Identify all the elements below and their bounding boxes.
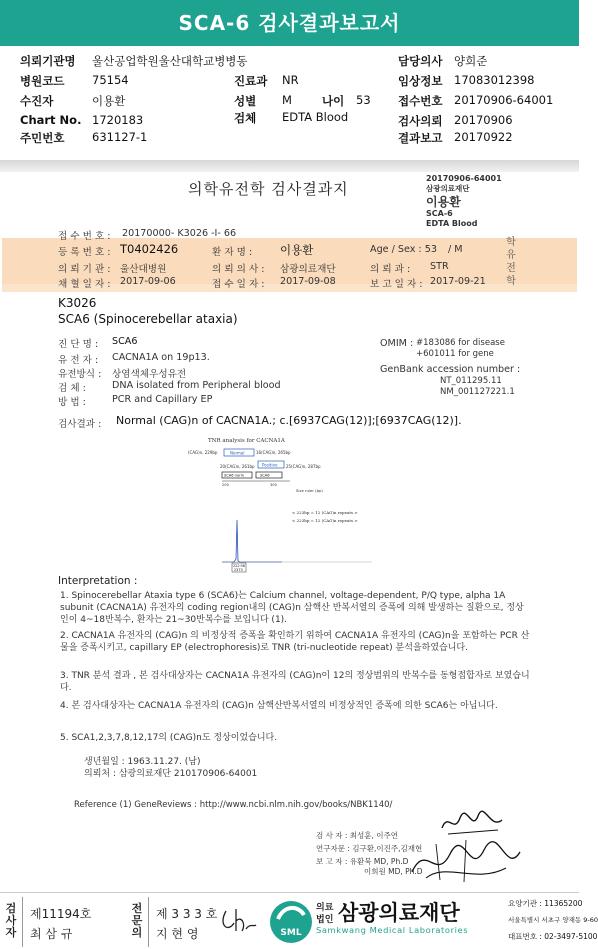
genbank-label: GenBank accession number : bbox=[380, 364, 521, 375]
reference: Reference (1) GeneReviews : http://www.ncbi.nlm.nih.gov/books/NBK1140/ bbox=[74, 800, 393, 810]
patient-info-panel bbox=[0, 46, 579, 160]
graph-positive-box-label: Positive bbox=[262, 462, 278, 468]
sheet-title: 의학유전학 검사결과지 bbox=[188, 180, 349, 198]
specialist-signature bbox=[218, 903, 258, 937]
patient-name-label: 환 자 명 : bbox=[212, 247, 253, 258]
interpretation-title: Interpretation : bbox=[58, 575, 138, 587]
interpretation-item-4: 4. 본 검사대상자는 CACNA1A 유전자의 (CAG)n 삼핵산반복서열의 비정상적인 증폭에 의한 SCA6는 아닙니다. bbox=[60, 701, 498, 711]
examiner-vertical-label: 검사자 bbox=[5, 902, 17, 939]
age-label: 나이 bbox=[322, 94, 345, 108]
omim-disease: #183086 for disease bbox=[416, 338, 505, 348]
method-label: 방 법 : bbox=[58, 397, 86, 408]
chart-no-label: Chart No. bbox=[20, 113, 82, 127]
graph-normal-right: 16(CAG)n, 265bp bbox=[256, 450, 291, 455]
result-label: 검사결과 : bbox=[58, 419, 102, 430]
graph-tick-2: 300 bbox=[270, 483, 277, 487]
receive-date-value: 2017-09-08 bbox=[280, 276, 336, 287]
graph-peak-note-2: < 223bp = 12 (CAG)n repeats > bbox=[292, 518, 358, 523]
interpretation-item-1: 1. Spinocerebellar Ataxia type 6 (SCA6)는 Calcium channel, voltage-dependent, P/Q type, alpha 1A subunit (CACNA1A) 유전자의 coding region내의 (CAG)n 삼핵산 반복서열의 증폭에 의해 발생하는 질환으로, 정상인이 4~18반복수, 환자는 21~30반복수를 보입니다 (1). bbox=[60, 591, 524, 625]
sml-logo-badge: SML bbox=[280, 928, 302, 938]
gene-value: CACNA1A on 19p13. bbox=[112, 352, 210, 363]
scanned-result-sheet bbox=[2, 172, 577, 892]
section-divider bbox=[0, 160, 579, 172]
examiner-license: 제11194호 bbox=[30, 907, 92, 921]
reg-value: T0402426 bbox=[120, 242, 179, 256]
department-label: 진료과 bbox=[234, 74, 268, 88]
graph-peak-note-1: < 223bp = 12 (CAG)n repeats > bbox=[292, 510, 358, 515]
specimen-label: 검 체 : bbox=[58, 383, 86, 394]
specimen-value: DNA isolated from Peripheral blood bbox=[112, 380, 281, 391]
tnr-analysis-figure bbox=[182, 434, 382, 574]
specialist-vertical-label: 전문의 bbox=[131, 902, 143, 939]
diagnosis-label: 진 단 명 : bbox=[58, 339, 99, 350]
signature-mark-2 bbox=[406, 832, 526, 888]
result-value: Normal (CAG)n of CACNA1A.; c.[6937CAG(12)];[6937CAG(12)]. bbox=[116, 414, 462, 427]
clinical-info-value: 17083012398 bbox=[454, 73, 535, 87]
examiner-name: 최 삼 규 bbox=[30, 927, 73, 941]
doctor-label: 담당의사 bbox=[398, 54, 443, 68]
signer-reporter: 보 고 자 : 유환묵 MD, Ph.D bbox=[316, 857, 409, 866]
patient-value: 이용환 bbox=[92, 94, 126, 108]
receipt-value: 20170000- K3026 -I- 66 bbox=[122, 228, 237, 239]
test-name: SCA6 (Spinocerebellar ataxia) bbox=[58, 312, 238, 326]
method-value: PCR and Capillary EP bbox=[112, 394, 213, 405]
signer-examiner: 검 사 자 : 최성훈, 이주연 bbox=[316, 831, 399, 840]
agesex-value: / M bbox=[448, 244, 463, 255]
inheritance-label: 유전방식 : bbox=[58, 369, 102, 380]
sheet-test-code: SCA-6 bbox=[426, 209, 453, 218]
sheet-specimen: EDTA Blood bbox=[426, 219, 478, 228]
resident-no-label: 주민번호 bbox=[20, 131, 65, 145]
graph-title: TNR analysis for CACNA1A bbox=[208, 438, 285, 444]
requester-line: 의뢰처 : 삼광의료재단 210170906-64001 bbox=[84, 769, 258, 779]
lab-name: 삼광의료재단 bbox=[338, 901, 460, 925]
receive-date-label: 접 수 일 자 : bbox=[212, 279, 265, 290]
signer-reporter-2: 이희원 MD, Ph.D bbox=[364, 867, 423, 876]
chart-no-value: 1720183 bbox=[92, 113, 144, 127]
sheet-patient-name: 이용환 bbox=[426, 195, 461, 209]
interpretation-item-3: 3. TNR 분석 결과 , 본 검사대상자는 CACNA1A 유전자의 (CAG)n이 12의 정상범위의 반복수를 동형접합자로 보였습니다. bbox=[60, 671, 530, 693]
inheritance-value: 상염색체우성유전 bbox=[112, 369, 187, 380]
age-value: 53 bbox=[356, 93, 371, 107]
omim-label: OMIM : bbox=[380, 338, 414, 349]
collect-date-label: 채 혈 일 자 : bbox=[58, 279, 111, 290]
lab-english-name: Samkwang Medical Laboratories bbox=[316, 925, 469, 935]
patient-name-value: 이용환 bbox=[280, 243, 314, 257]
receipt-no-value: 20170906-64001 bbox=[454, 93, 554, 107]
clinical-info-label: 임상정보 bbox=[398, 74, 443, 88]
graph-segment-2-label: SCA6 bbox=[260, 473, 270, 478]
graph-positive-left: 20(CAG)n, 261bp bbox=[220, 464, 255, 469]
sheet-lab-name: 삼광의료재단 bbox=[426, 184, 470, 193]
interpretation-item-5: 5. SCA1,2,3,7,8,12,17의 (CAG)n도 정상이었습니다. bbox=[60, 733, 278, 743]
test-request-label: 검사의뢰 bbox=[398, 114, 443, 128]
test-request-value: 20170906 bbox=[454, 113, 513, 127]
dept-value: STR bbox=[430, 261, 449, 272]
result-report-label: 결과보고 bbox=[398, 131, 443, 145]
institution-value: 울산공업학원울산대학교병병동 bbox=[92, 54, 248, 68]
graph-peak-label-2: 2373 bbox=[234, 568, 243, 572]
sex-value: M bbox=[282, 93, 292, 107]
hospital-code-value: 75154 bbox=[92, 73, 129, 87]
sex-label: 성별 bbox=[234, 94, 257, 108]
graph-peak-label-1: 222.98 bbox=[233, 564, 245, 568]
graph-segment-1-label: SCA6 norm bbox=[224, 473, 245, 478]
lab-code: 요양기관 : 11365200 bbox=[508, 899, 583, 908]
omim-gene: +601011 for gene bbox=[416, 349, 494, 359]
receipt-no-label: 접수번호 bbox=[398, 94, 443, 108]
patient-label: 수진자 bbox=[20, 94, 54, 108]
requester-value: 삼광의료재단 bbox=[280, 264, 336, 275]
gene-label: 유 전 자 : bbox=[58, 355, 99, 366]
institution-value: 울산대병원 bbox=[120, 264, 167, 275]
institution-label: 의뢰기관명 bbox=[20, 54, 76, 68]
requester-label: 의 뢰 의 사 : bbox=[212, 264, 265, 275]
institution-label: 의 뢰 기 관 : bbox=[58, 264, 111, 275]
department-value: NR bbox=[282, 73, 299, 87]
resident-no-value: 631127-1 bbox=[92, 130, 148, 144]
logo-prefix-2: 법인 bbox=[316, 915, 334, 925]
result-report-value: 20170922 bbox=[454, 130, 513, 144]
genbank-nm: NM_001127221.1 bbox=[440, 387, 515, 397]
agesex-label: Age / Sex : 53 bbox=[370, 244, 437, 255]
report-date-label: 보 고 일 자 : bbox=[370, 279, 423, 290]
report-title: SCA-6 검사결과보고서 bbox=[0, 0, 579, 46]
lab-phone: 대표번호 : 02-3497-5100 bbox=[508, 932, 598, 941]
logo-prefix-1: 의료 bbox=[316, 903, 334, 913]
interpretation-item-2: 2. CACNA1A 유전자의 (CAG)n 의 비정상적 증폭을 확인하기 위하여 CACNA1A 유전자의 (CAG)n을 포함하는 PCR 산물을 증폭시키고, capillary EP (electrophoresis)로 TNR (tri-nucleotide repeat) 분석을하였습니다. bbox=[60, 631, 530, 653]
side-stamp-text: 학 유 전 학 bbox=[506, 237, 516, 287]
collect-date-value: 2017-09-06 bbox=[120, 276, 176, 287]
birth-date: 생년월일 : 1963.11.27. (남) bbox=[84, 757, 201, 767]
graph-peak-trace bbox=[222, 520, 282, 562]
footer bbox=[0, 892, 598, 949]
specimen-value: EDTA Blood bbox=[282, 110, 349, 124]
graph-ruler-label: Size ruler (bp) bbox=[296, 488, 323, 493]
report-date-value: 2017-09-21 bbox=[430, 276, 486, 287]
graph-normal-left: (CAG)n, 229bp bbox=[188, 450, 218, 455]
test-code: K3026 bbox=[58, 296, 97, 310]
hospital-code-label: 병원코드 bbox=[20, 74, 65, 88]
graph-tick-1: 200 bbox=[222, 483, 229, 487]
reg-label: 등 록 번 호 : bbox=[58, 247, 111, 258]
specialist-name: 지 현 영 bbox=[156, 927, 199, 941]
doctor-value: 양희준 bbox=[454, 54, 488, 68]
specimen-label: 검체 bbox=[234, 111, 257, 125]
graph-normal-box-label: Normal bbox=[230, 450, 245, 456]
lab-address: 서울특별시 서초구 양재동 9-60 bbox=[508, 916, 598, 924]
dept-label: 의 뢰 과 : bbox=[370, 264, 411, 275]
receipt-label: 접 수 번 호 : bbox=[58, 231, 111, 242]
diagnosis-value: SCA6 bbox=[112, 336, 138, 347]
sheet-receipt-no: 20170906-64001 bbox=[426, 174, 502, 183]
graph-positive-right: 25(CAG)n, 287bp bbox=[286, 464, 321, 469]
genbank-nt: NT_011295.11 bbox=[440, 376, 502, 386]
specialist-license: 제 3 3 3 호 bbox=[156, 907, 218, 921]
signer-advisors: 연구자문 : 김구환,이진주,김재현 bbox=[316, 844, 423, 853]
